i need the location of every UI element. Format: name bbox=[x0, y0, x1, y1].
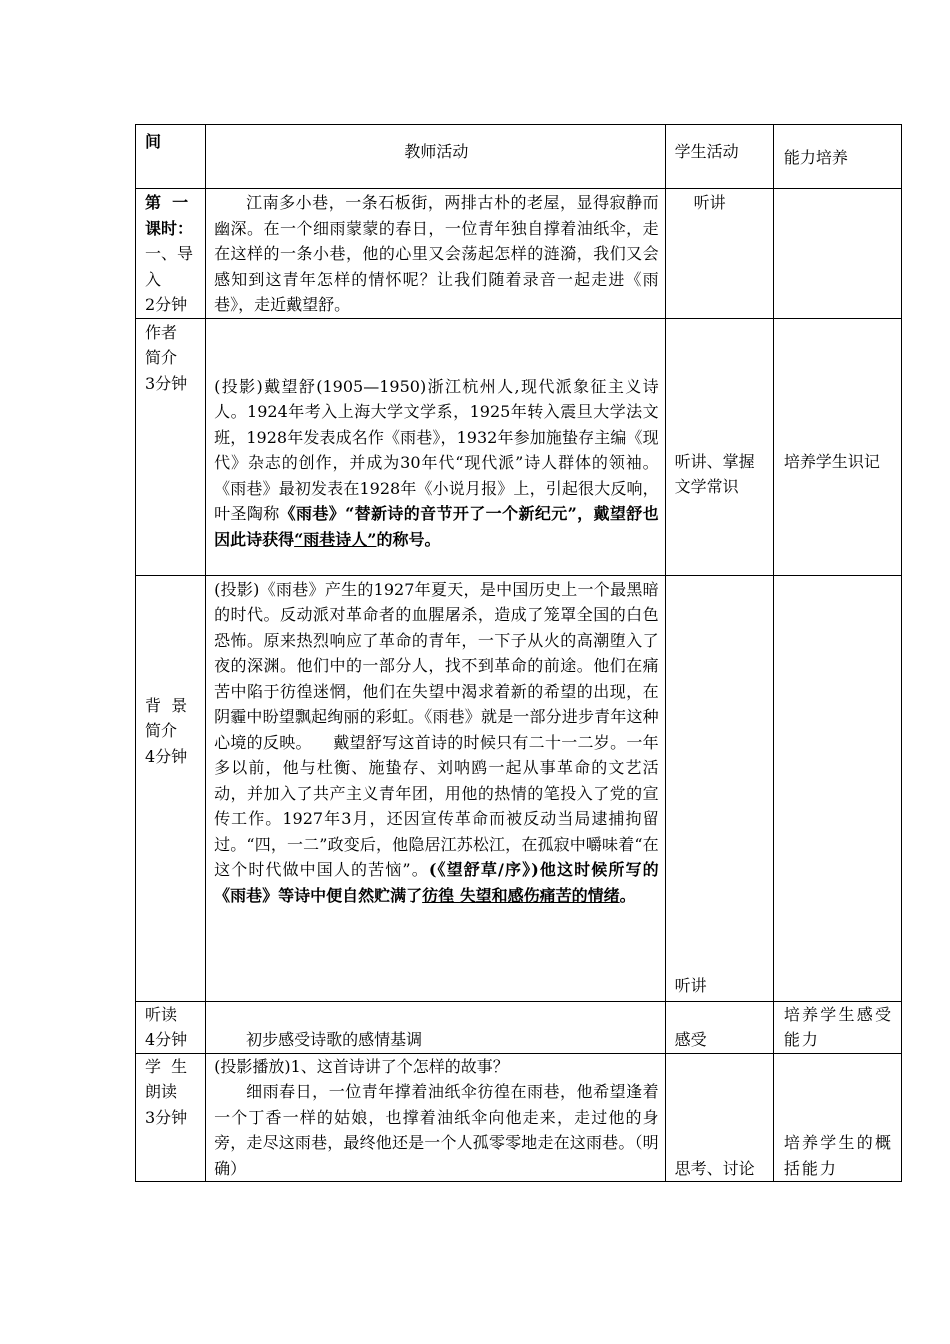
author-intro-title: “雨巷诗人” bbox=[294, 529, 377, 549]
time-line: 课时： bbox=[145, 218, 194, 238]
header-time-cell bbox=[136, 125, 206, 189]
time-line: 作者 bbox=[145, 322, 178, 342]
background-intro-key-emotion: 彷徨 失望和感伤痛苦的情绪 bbox=[422, 885, 620, 905]
student-activity-text: 听讲 bbox=[693, 193, 726, 212]
teacher-activity-cell bbox=[206, 575, 666, 1001]
time-line: 2分钟 bbox=[145, 295, 188, 314]
ability-cell bbox=[773, 1001, 901, 1053]
lesson-plan-document bbox=[135, 124, 902, 1182]
time-cell bbox=[136, 189, 206, 319]
author-intro-ending: 的称号。 bbox=[376, 529, 441, 549]
time-cell bbox=[136, 1001, 206, 1053]
ability-cell bbox=[773, 575, 901, 1001]
header-teacher-cell bbox=[206, 125, 666, 189]
teacher-activity-cell bbox=[206, 1001, 666, 1053]
header-teacher-label: 教师活动 bbox=[404, 142, 469, 161]
ability-cell bbox=[773, 189, 901, 319]
ability-cell bbox=[773, 1053, 901, 1182]
author-intro-emphasis: 《雨巷》“替新诗的音节开了一个新纪元”，戴望舒也因此诗获得 bbox=[214, 504, 659, 549]
time-line: 听读 bbox=[145, 1004, 178, 1024]
time-line: 4分钟 bbox=[145, 746, 188, 766]
table-row bbox=[136, 1001, 902, 1053]
teacher-activity-text bbox=[206, 319, 665, 553]
table-row bbox=[136, 189, 902, 319]
time-line: 4分钟 bbox=[145, 1030, 188, 1049]
student-activity-text: 感受 bbox=[674, 1030, 707, 1049]
header-ability-label: 能力培养 bbox=[783, 148, 848, 167]
teacher-activity-cell bbox=[206, 318, 666, 575]
teacher-activity-cell bbox=[206, 1053, 666, 1182]
teacher-activity-text: 江南多小巷，一条石板街，两排古朴的老屋，显得寂静而幽深。在一个细雨蒙蒙的春日，一位青年独自撑着油纸伞，走在这样的一条小巷，他的心里又会荡起怎样的涟漪，我们又会感知到这青年怎样的情怀呢？让我们随着录音一起走进《雨巷》，走近戴望舒。 bbox=[214, 193, 659, 314]
time-cell bbox=[136, 318, 206, 575]
student-activity-cell bbox=[665, 575, 773, 1001]
background-intro-emphasis: (《望舒草/序》)他这时候所写的《雨巷》等诗中便自然贮满了 bbox=[214, 860, 659, 905]
student-activity-text: 思考、讨论 bbox=[674, 1158, 755, 1178]
time-cell bbox=[136, 575, 206, 1001]
student-activity-cell bbox=[665, 189, 773, 319]
ability-text: 培养学生的概括能力 bbox=[783, 1133, 893, 1178]
time-line: 3分钟 bbox=[145, 1107, 188, 1127]
time-line: 简介 bbox=[145, 721, 178, 740]
time-line: 3分钟 bbox=[145, 373, 188, 393]
ability-text: 培养学生感受能力 bbox=[783, 1004, 893, 1049]
time-line: 第 一 bbox=[145, 193, 189, 212]
student-activity-cell bbox=[665, 1053, 773, 1182]
header-student-cell bbox=[665, 125, 773, 189]
table-row bbox=[136, 575, 902, 1001]
student-activity-cell bbox=[665, 1001, 773, 1053]
teacher-activity-text bbox=[206, 576, 665, 909]
time-line: 简介 bbox=[145, 348, 178, 367]
question-text: (投影播放)1、这首诗讲了个怎样的故事？ bbox=[214, 1056, 509, 1076]
table-row bbox=[136, 318, 902, 575]
ability-cell bbox=[773, 318, 901, 575]
ability-text: 培养学生识记 bbox=[783, 451, 880, 471]
student-activity-text: 听讲 bbox=[674, 976, 707, 995]
author-intro-text: (投影)戴望舒(1905—1950)浙江杭州人,现代派象征主义诗人。1924年考入上海大学文学系，1925年转入震旦大学法文班，1928年发表成名作《雨巷》，1932年参加施蛰存主编《现代》杂志的创作，并成为30年代“现代派”诗人群体的领袖。《雨巷》最初发表在1928年《小说月报》上，引起很大反响，叶圣陶称 bbox=[214, 376, 659, 523]
answer-text: 细雨春日，一位青年撑着油纸伞彷徨在雨巷，他希望逢着一个丁香一样的姑娘，也撑着油纸伞向他走来，走过他的身旁，走尽这雨巷，最终他还是一个人孤零零地走在这雨巷。（明确） bbox=[214, 1082, 659, 1178]
background-intro-text: (投影)《雨巷》产生的1927年夏天，是中国历史上一个最黑暗的时代。反动派对革命者的血腥屠杀，造成了笼罩全国的白色恐怖。原来热烈响应了革命的青年，一下子从火的高潮堕入了夜的深渊。他们中的一部分人，找不到革命的前途。他们在痛苦中陷于彷徨迷惘，他们在失望中渴求着新的希望的出现，在阴霾中盼望飘起绚丽的彩虹。《雨巷》就是一部分进步青年这种心境的反映。 戴望舒写这首诗的时候只有二十一二岁。一年多以前，他与杜衡、施蛰存、刘呐鸥一起从事革命的文艺活动，并加入了共产主义青年团，用他的热情的笔投入了党的宣传工作。1927年3月，还因宣传革命而被反动当局逮捕拘留过。“四，一二”政变后，他隐居江苏松江，在孤寂中嚼味着“在这个时代做中国人的苦恼”。 bbox=[214, 579, 659, 879]
time-line: 学 生 bbox=[145, 1056, 188, 1076]
time-line: 背 景 bbox=[145, 695, 188, 715]
time-line: 朗读 bbox=[145, 1082, 178, 1101]
header-ability-cell bbox=[773, 125, 901, 189]
header-student-label: 学生活动 bbox=[674, 142, 739, 161]
table-header-row bbox=[136, 125, 902, 189]
student-activity-cell bbox=[665, 318, 773, 575]
time-line: 入 bbox=[145, 269, 162, 289]
table-row bbox=[136, 1053, 902, 1182]
time-cell bbox=[136, 1053, 206, 1182]
teacher-activity-text: 初步感受诗歌的感情基调 bbox=[246, 1030, 423, 1049]
time-line: 一、导 bbox=[145, 244, 194, 263]
teacher-activity-cell bbox=[206, 189, 666, 319]
student-activity-text: 听讲、掌握文学常识 bbox=[674, 451, 755, 496]
background-intro-ending: 。 bbox=[619, 885, 636, 905]
lesson-plan-table bbox=[135, 124, 902, 1182]
header-time-label: 间 bbox=[145, 132, 162, 151]
